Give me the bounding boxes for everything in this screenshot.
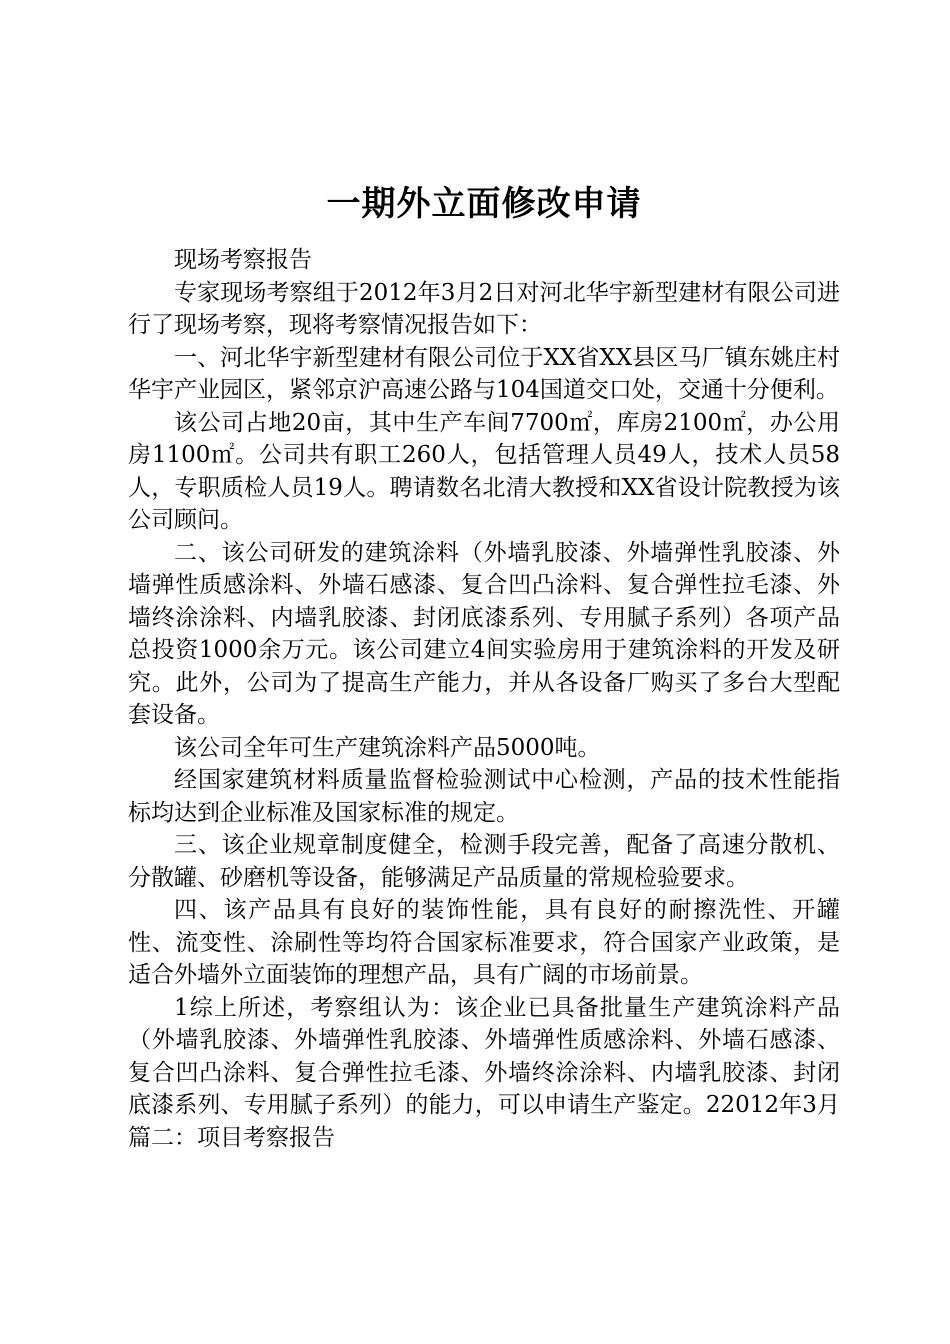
paragraph-inspection: 经国家建筑材料质量监督检验测试中心检测，产品的技术性能指标均达到企业标准及国家标准的规定。 xyxy=(128,767,840,826)
paragraph-company-scale: 该公司占地20亩，其中生产车间7700㎡，库房2100㎡，办公用房1100㎡。公司共有职工260人，包括管理人员49人，技术人员58人，专职质检人员19人。聘请数名北清大教授和XX省设计院教授为该公司顾问。 xyxy=(128,409,840,533)
paragraph-products: 二、该公司研发的建筑涂料（外墙乳胶漆、外墙弹性乳胶漆、外墙弹性质感涂料、外墙石感漆、复合凹凸涂料、复合弹性拉毛漆、外墙终涂涂料、内墙乳胶漆、封闭底漆系列、专用腻子系列）各项产品总投资1000余万元。该公司建立4间实验房用于建筑涂料的开发及研究。此外，公司为了提高生产能力，并从各设备厂购买了多台大型配套设备。 xyxy=(128,539,840,728)
paragraph-intro: 专家现场考察组于2012年3月2日对河北华宇新型建材有限公司进行了现场考察，现将考察情况报告如下： xyxy=(128,279,840,338)
document-page xyxy=(128,178,840,1154)
paragraph-quality-control: 三、该企业规章制度健全，检测手段完善，配备了高速分散机、分散罐、砂磨机等设备，能够满足产品质量的常规检验要求。 xyxy=(128,832,840,891)
paragraph-report-heading: 现场考察报告 xyxy=(174,247,312,273)
paragraph-performance: 四、该产品具有良好的装饰性能，具有良好的耐擦洗性、开罐性、流变性、涂刷性等均符合国家标准要求，符合国家产业政策，是适合外墙外立面装饰的理想产品，具有广阔的市场前景。 xyxy=(128,897,840,988)
paragraph-capacity: 该公司全年可生产建筑涂料产品5000吨。 xyxy=(174,734,601,761)
document-title: 一期外立面修改申请 xyxy=(326,184,642,224)
paragraph-conclusion: 1综上所述，考察组认为：该企业已具备批量生产建筑涂料产品（外墙乳胶漆、外墙弹性乳胶漆、外墙弹性质感涂料、外墙石感漆、复合凹凸涂料、复合弹性拉毛漆、外墙终涂涂料、内墙乳胶漆、封闭底漆系列、专用腻子系列）的能力，可以申请生产鉴定。22012年3月篇二：项目考察报告 xyxy=(128,994,840,1151)
paragraph-location: 一、河北华宇新型建材有限公司位于XX省XX县区马厂镇东姚庄村华宇产业园区，紧邻京沪高速公路与104国道交口处，交通十分便利。 xyxy=(128,344,840,403)
